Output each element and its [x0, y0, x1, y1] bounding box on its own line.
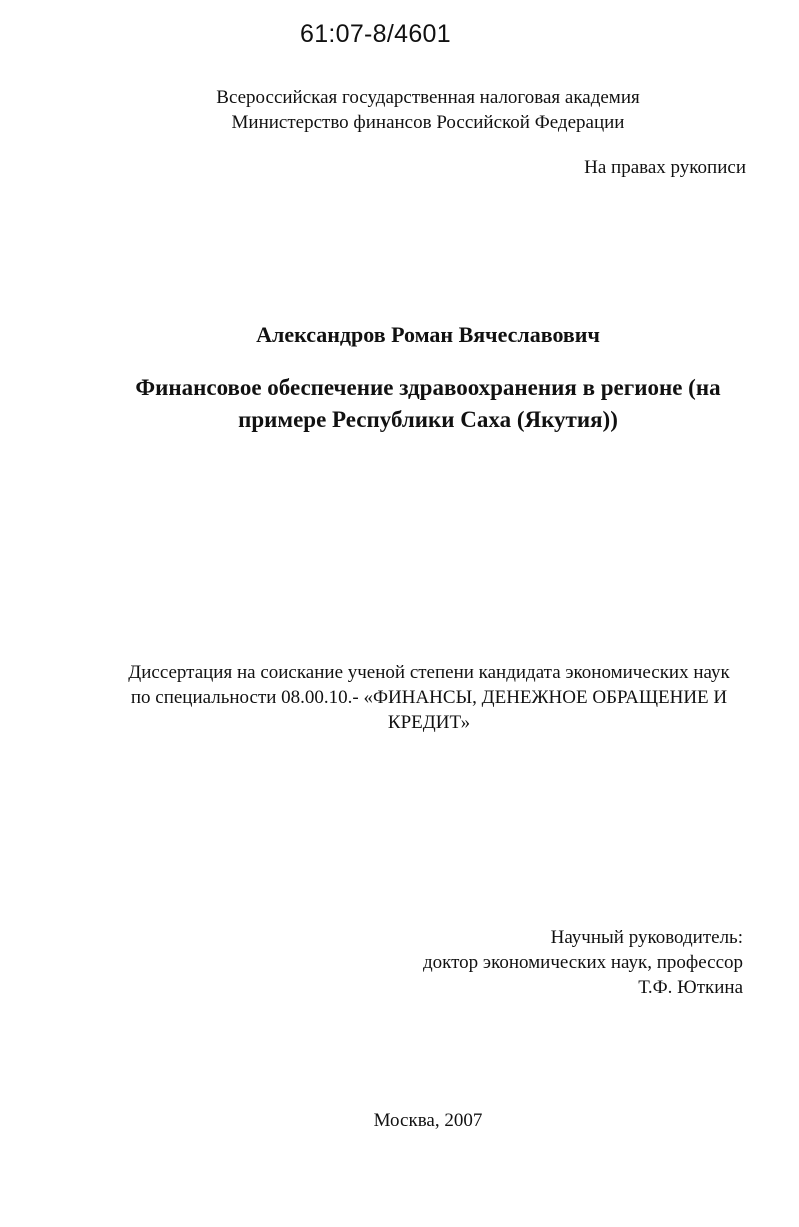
organization-line-1: Всероссийская государственная налоговая академия: [216, 87, 640, 108]
city-year: Москва, 2007: [373, 1110, 483, 1131]
supervisor-name: Т.Ф. Юткина: [638, 977, 743, 998]
dissertation-description: [110, 660, 748, 735]
dissertation-title: [100, 372, 756, 436]
dissertation-line-3: КРЕДИТ»: [387, 712, 471, 733]
title-line-2: примере Республики Саха (Якутия)): [238, 407, 618, 432]
supervisor-block: [423, 925, 743, 1000]
supervisor-degree: доктор экономических наук, профессор: [422, 952, 743, 973]
supervisor-label: Научный руководитель:: [550, 927, 743, 948]
organization-line-2: Министерство финансов Российской Федерации: [231, 112, 625, 133]
registration-number: 61:07-8/4601: [300, 20, 451, 48]
author-name: Александров Роман Вячеславович: [256, 322, 600, 347]
title-line-1: Финансовое обеспечение здравоохранения в регионе (на: [135, 375, 721, 400]
dissertation-line-2: по специальности 08.00.10.- «ФИНАНСЫ, ДЕНЕЖНОЕ ОБРАЩЕНИЕ И: [130, 687, 728, 708]
manuscript-note: На правах рукописи: [584, 157, 746, 178]
dissertation-line-1: Диссертация на соискание ученой степени кандидата экономических наук: [128, 662, 730, 683]
organization-block: [0, 85, 799, 135]
